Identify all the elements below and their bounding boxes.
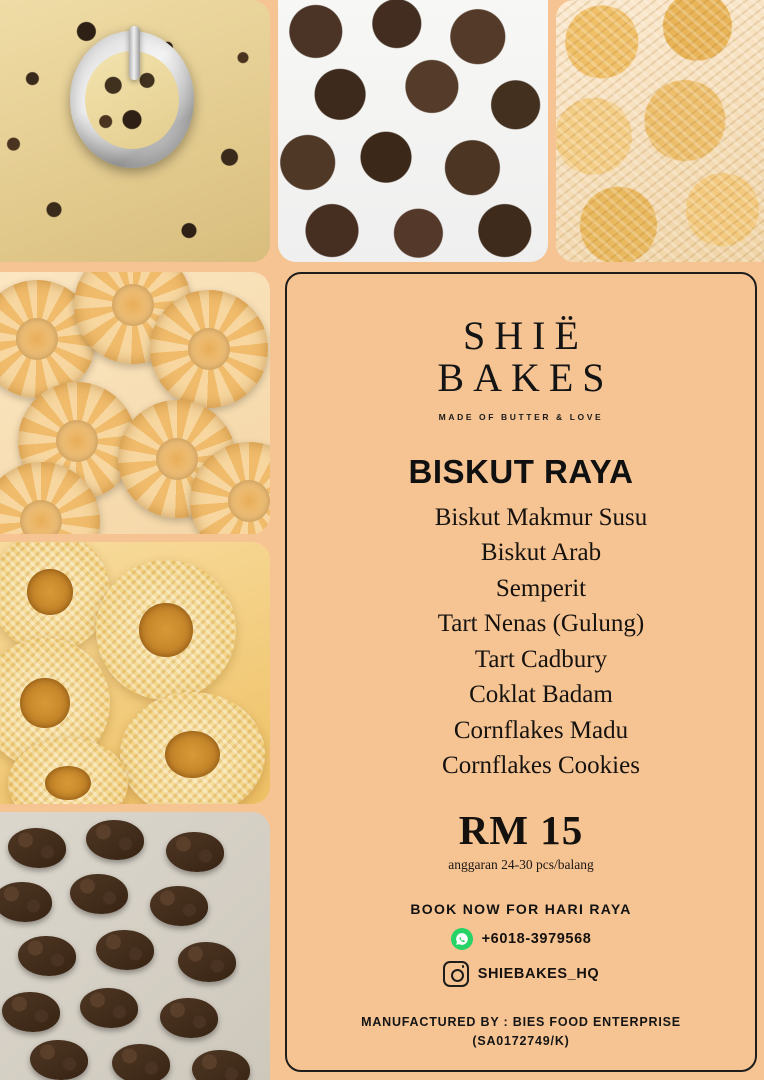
call-to-action: BOOK NOW FOR HARI RAYA [410,900,632,917]
manufacturer-info [312,1013,730,1052]
instagram-icon [443,961,469,987]
chocolate-cookies-photo [278,0,548,262]
brand-name-line-2: BAKES [437,355,614,401]
cookie-dough-scoop-photo [0,0,270,262]
list-item: Cornflakes Cookies [442,752,640,780]
brand-name-line-1: SHIË [463,313,588,358]
list-item: Tart Nenas (Gulung) [437,610,645,638]
semperit-cookies-photo [0,272,270,534]
whatsapp-icon [451,928,473,950]
list-item: Cornflakes Madu [453,716,629,744]
price-label: RM 15 [458,806,584,853]
price-note: anggaran 24-30 pcs/balang [448,856,594,872]
instagram-handle: SHIEBAKES_HQ [477,965,600,982]
list-item: Biskut Arab [480,539,602,567]
list-item: Biskut Makmur Susu [434,503,648,531]
pineapple-tart-photo [0,542,270,804]
instagram-contact[interactable] [312,961,730,987]
whatsapp-contact[interactable] [312,928,730,950]
whatsapp-number: +6018-3979568 [481,930,592,947]
menu-card [285,272,757,1072]
brand-tagline: MADE OF BUTTER & LOVE [438,411,604,422]
manufacturer-line-2: (SA0172749/K) [472,1034,570,1049]
page-title: BISKUT RAYA [408,452,634,490]
list-item: Coklat Badam [469,681,613,709]
menu-list [312,500,730,784]
list-item: Semperit [495,574,587,602]
list-item: Tart Cadbury [474,645,608,673]
ice-cream-scoop-icon [70,31,194,167]
cornflake-clusters-photo [556,0,764,262]
manufacturer-line-1: MANUFACTURED BY : BIES FOOD ENTERPRISE [361,1014,681,1029]
coklat-badam-photo [0,812,270,1080]
